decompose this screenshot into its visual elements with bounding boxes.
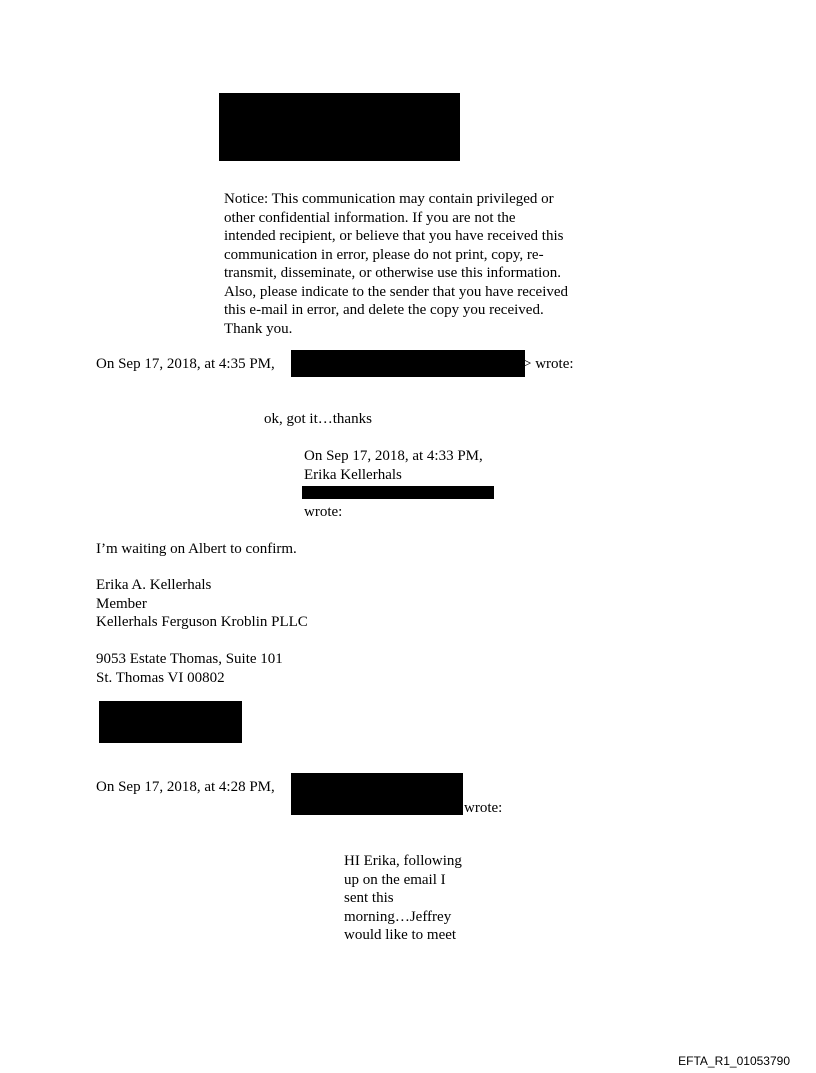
redaction-sender-1 — [291, 350, 525, 377]
signature-title: Member — [96, 595, 147, 612]
redaction-sender-3 — [291, 773, 463, 815]
address-line-1: 9053 Estate Thomas, Suite 101 — [96, 651, 283, 667]
header-2-wrote: wrote: — [304, 504, 343, 520]
message-3-line: morning…Jeffrey — [344, 908, 452, 925]
notice-line: Also, please indicate to the sender that you have received — [224, 283, 569, 300]
header-3-suffix: wrote: — [464, 800, 503, 816]
signature-block — [96, 576, 308, 632]
notice-line: other confidential information. If you are not the — [224, 209, 516, 226]
message-3-line: up on the email I — [344, 871, 446, 888]
email-header-3 — [96, 778, 275, 797]
notice-line: communication in error, please do not print, copy, re- — [224, 246, 544, 263]
message-3-line: would like to meet — [344, 927, 457, 943]
message-3-line: HI Erika, following — [344, 853, 462, 869]
header-3-prefix: On Sep 17, 2018, at 4:28 PM, — [96, 779, 275, 795]
signature-name: Erika A. Kellerhals — [96, 577, 212, 593]
notice-line: intended recipient, or believe that you have received this — [224, 228, 564, 244]
notice-line: transmit, disseminate, or otherwise use this information. — [224, 265, 562, 281]
message-2-text: I’m waiting on Albert to confirm. — [96, 541, 297, 557]
email-header-2 — [304, 447, 483, 484]
email-header-1 — [96, 355, 275, 374]
message-3-line: sent this — [344, 890, 394, 906]
redaction-block-top — [219, 93, 460, 161]
notice-line: this e-mail in error, and delete the copy you received. — [224, 302, 544, 318]
header-1-suffix: > wrote: — [523, 356, 574, 372]
redaction-email-address — [302, 486, 494, 499]
notice-line: Thank you. — [224, 320, 293, 337]
message-3-body — [344, 852, 462, 945]
reply-1-text: ok, got it…thanks — [264, 411, 372, 427]
header-2-date: On Sep 17, 2018, at 4:33 PM, — [304, 448, 483, 464]
notice-line: Notice: This communication may contain privileged or — [224, 191, 554, 207]
confidentiality-notice — [224, 190, 604, 338]
redaction-contact-numbers — [99, 701, 242, 743]
header-1-prefix: On Sep 17, 2018, at 4:35 PM, — [96, 356, 275, 372]
signature-firm: Kellerhals Ferguson Kroblin PLLC — [96, 614, 308, 630]
document-id: EFTA_R1_01053790 — [678, 1054, 790, 1068]
header-2-sender: Erika Kellerhals — [304, 466, 402, 483]
signature-address — [96, 650, 283, 687]
address-line-2: St. Thomas VI 00802 — [96, 669, 225, 686]
